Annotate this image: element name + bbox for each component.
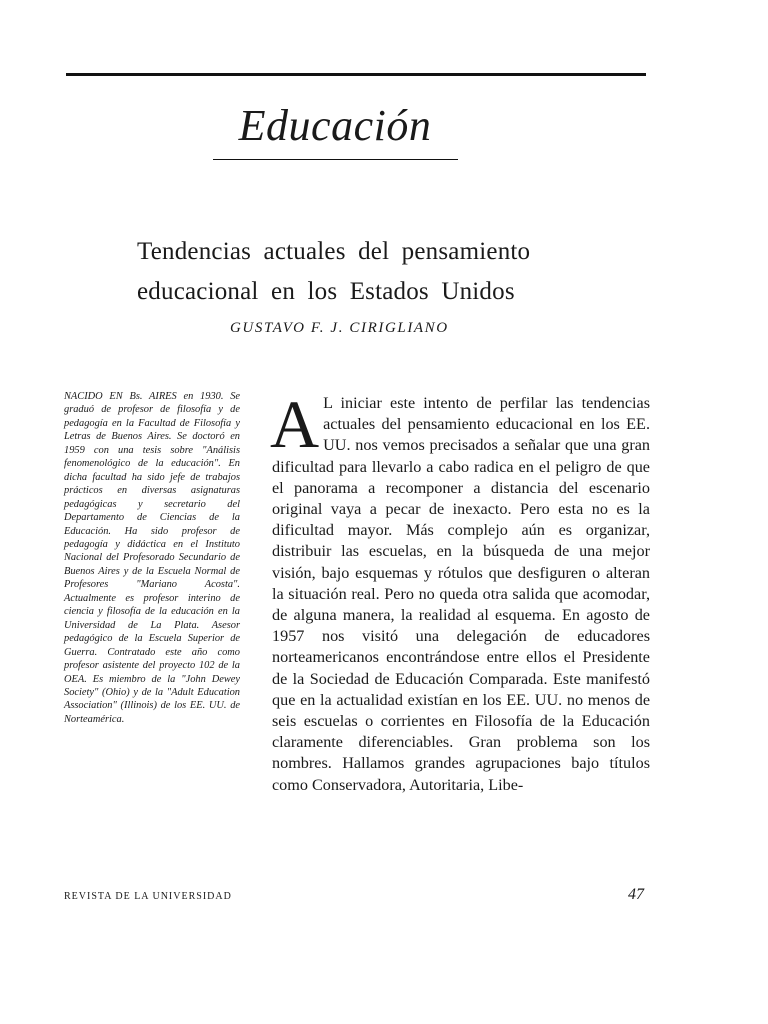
article-title-line-1: Tendencias actuales del pensamiento xyxy=(137,238,531,265)
top-rule xyxy=(66,73,646,76)
page-number: 47 xyxy=(628,886,644,903)
article-body xyxy=(270,386,650,796)
article-title-line-2: educacional en los Estados Unidos xyxy=(137,278,515,305)
author-name: GUSTAVO F. J. CIRIGLIANO xyxy=(230,320,449,336)
journal-name: REVISTA DE LA UNIVERSIDAD xyxy=(64,891,232,902)
section-title-underline xyxy=(213,159,458,160)
drop-cap: A xyxy=(270,386,320,462)
article-title xyxy=(137,232,617,312)
author-bio: NACIDO EN Bs. AIRES en 1930. Se graduó de profesor de filosofía y de pedagogía en la Facultad de Filosofía y Letras de Buenos Aires. Se doctoró en 1959 con una tesis sobre "Análisis fenomenológico de la educación". En dicha facultad ha sido jefe de trabajos prácticos en diversas asignaturas pedagógicas y secretario del Departamento de Ciencias de la Educación. Ha sido profesor de pedagogía y didáctica en el Instituto Nacional del Profesorado Secundario de Buenos Aires y de la Escuela Normal de Profesores "Mariano Acosta". Actualmente es profesor interino de ciencia y filosofía de la educación en la Universidad de La Plata. Asesor pedagógico de la Escuela Superior de Guerra. Contratado este año como profesor asistente del proyecto 102 de la OEA. Es miembro de la "John Dewey Society" (Ohio) y de la "Adult Education Association" (Illinois) de los EE. UU. de Norteamérica. xyxy=(64,391,240,725)
section-title: Educación xyxy=(238,101,432,150)
article-body-text: L iniciar este intento de perfilar las tendencias actuales del pensamiento educacional en los EE. UU. nos vemos precisados a señalar que una gran dificultad para llevarlo a cabo radica en el peligro de que el panorama a recomponer a distancia del escenario original vaya a pecar de inexacto. Pero esta no es la dificultad mayor. Más complejo aún es organizar, distribuir las escuelas, en la búsqueda de una mejor visión, bajo esquemas y rótulos que desfiguren o alteran la situación real. Pero no queda otra salida que acomodar, de alguna manera, la realidad al esquema. En agosto de 1957 nos visitó una delegación de educadores norteamericanos encontrándose entre ellos el Presidente de la Sociedad de Educación Comparada. Este manifestó que en la actualidad existían en los EE. UU. no menos de seis escuelas o corrientes en Filosofía de la Educación claramente diferenciables. Gran problema son los nombres. Hallamos grandes agrupaciones bajo títulos como Conservadora, Autoritaria, Libe- xyxy=(272,394,650,794)
